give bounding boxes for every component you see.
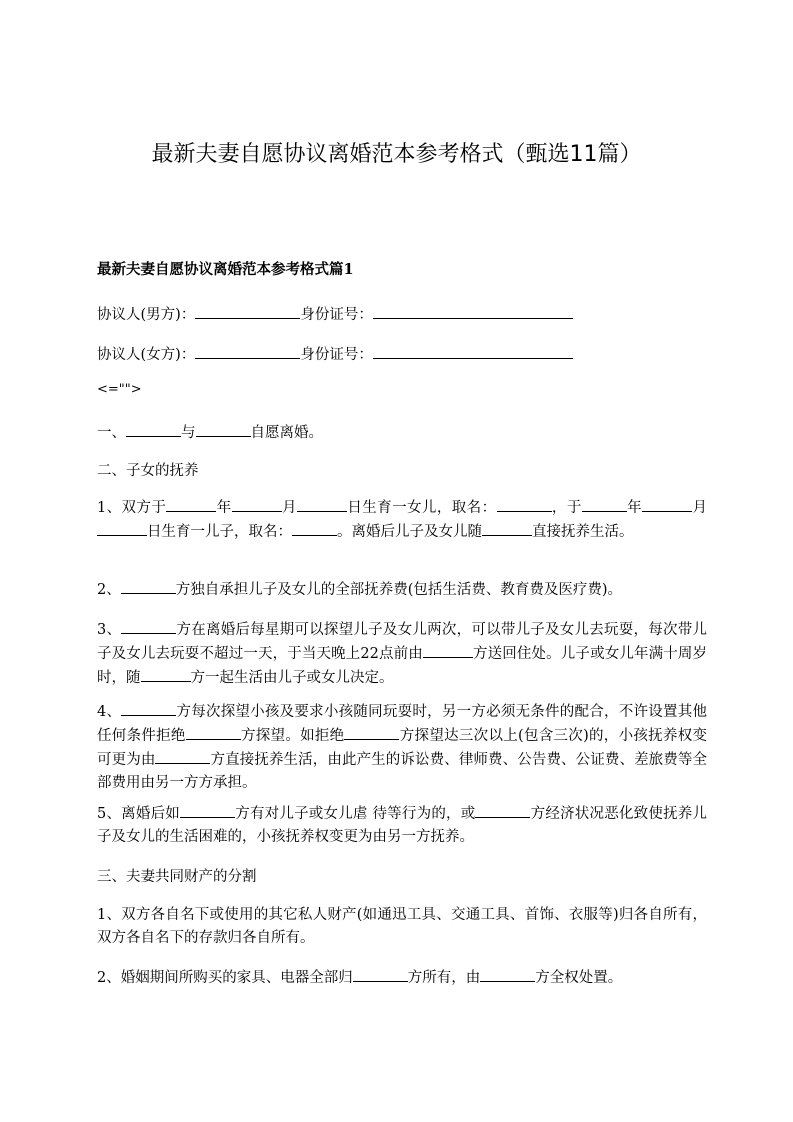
blank bbox=[186, 724, 241, 740]
text: 1、双方于 bbox=[97, 500, 167, 516]
text: 与 bbox=[181, 425, 196, 441]
clause-2-1 bbox=[97, 496, 707, 544]
clause-1 bbox=[97, 421, 707, 445]
blank bbox=[232, 496, 282, 512]
party-male-line bbox=[97, 303, 707, 327]
heading-child-support: 二、子女的抚养 bbox=[97, 463, 199, 479]
blank bbox=[121, 618, 176, 634]
text: 3、 bbox=[97, 622, 122, 638]
text: 日生育一女儿，取名： bbox=[346, 500, 497, 516]
clause-2-4 bbox=[97, 700, 707, 795]
text: 。离婚后儿子及女儿随 bbox=[337, 524, 482, 540]
text: 方独自承担儿子及女儿的全部抚养费(包括生活费、教育费及医疗费)。 bbox=[175, 582, 623, 598]
text: 2、 bbox=[97, 582, 121, 598]
text: 方全权处置。 bbox=[535, 970, 623, 986]
blank bbox=[480, 966, 535, 982]
name-blank bbox=[195, 303, 300, 319]
id-blank bbox=[373, 343, 573, 359]
heading-property: 三、夫妻共同财产的分割 bbox=[97, 869, 257, 885]
text: 自愿离婚。 bbox=[250, 425, 323, 441]
text: 方在离婚后每星期可以探望儿子及女儿两次，可以带儿子及女儿去玩耍，每次带儿子及女儿去玩耍不超过一天，于当天晚上22点前由 bbox=[97, 622, 707, 662]
text: 4、 bbox=[97, 704, 122, 720]
text: 方送回住处。儿子或女儿年满十周岁时，随 bbox=[97, 646, 707, 686]
text: 方探望达三次以上(包含三次)的，小孩抚养权变可更为由 bbox=[97, 728, 708, 768]
text: 5、离婚后如 bbox=[97, 806, 181, 822]
text: 方探望。如拒绝 bbox=[240, 728, 345, 744]
blank bbox=[141, 666, 191, 682]
blank bbox=[196, 421, 251, 437]
text: 年 bbox=[216, 500, 232, 516]
blank bbox=[155, 748, 210, 764]
text: 方直接抚养生活，由此产生的诉讼费、律师费、公告费、公证费、差旅费等全部费用由另一方方承担。 bbox=[97, 752, 707, 791]
text: 直接抚养生活。 bbox=[532, 524, 634, 540]
blank bbox=[582, 496, 627, 512]
party-female-label: 协议人(女方)： bbox=[97, 347, 196, 363]
blank bbox=[344, 724, 399, 740]
blank bbox=[97, 520, 147, 536]
blank bbox=[475, 802, 530, 818]
blank bbox=[423, 642, 473, 658]
text: 月 bbox=[692, 500, 708, 516]
clause-2-2 bbox=[97, 578, 707, 602]
id-label: 身份证号： bbox=[300, 347, 373, 363]
party-female-line bbox=[97, 343, 707, 367]
id-label: 身份证号： bbox=[300, 307, 373, 323]
id-blank bbox=[373, 303, 573, 319]
blank bbox=[353, 966, 408, 982]
name-blank bbox=[195, 343, 300, 359]
blank bbox=[482, 520, 532, 536]
text: 2、婚姻期间所购买的家具、电器全部归 bbox=[97, 970, 353, 986]
blank bbox=[297, 496, 347, 512]
blank bbox=[497, 496, 552, 512]
blank bbox=[292, 520, 337, 536]
clause-3-2 bbox=[97, 966, 707, 990]
text: 方经济状况恶化致使抚养儿子及女儿的生活困难的，小孩抚养权变更为由另一方抚养。 bbox=[97, 806, 708, 845]
blank bbox=[126, 421, 181, 437]
clause-3-1: 1、双方各自名下或使用的其它私人财产(如通迅工具、交通工具、首饰、衣服等)归各自所有，双方各自名下的存款归各自所有。 bbox=[97, 907, 707, 946]
section-title: 最新夫妻自愿协议离婚范本参考格式篇1 bbox=[97, 261, 354, 278]
text: 方一起生活由儿子或女儿决定。 bbox=[190, 670, 394, 686]
text: 月 bbox=[281, 500, 297, 516]
page-title: 最新夫妻自愿协议离婚范本参考格式（甄选11篇） bbox=[151, 142, 642, 167]
blank bbox=[166, 496, 216, 512]
text: 一、 bbox=[97, 425, 126, 441]
text: 年 bbox=[626, 500, 643, 516]
party-male-label: 协议人(男方)： bbox=[97, 307, 196, 323]
blank bbox=[121, 700, 176, 716]
clause-2-5 bbox=[97, 802, 707, 849]
text: 方所有，由 bbox=[407, 970, 481, 986]
clause-2-3 bbox=[97, 618, 707, 690]
text: ，于 bbox=[551, 500, 582, 516]
text: 方有对儿子或女儿虐 待等行为的，或 bbox=[235, 806, 476, 822]
stray-markup: <=""> bbox=[97, 382, 142, 397]
blank bbox=[121, 578, 176, 594]
text: 日生育一儿子，取名： bbox=[147, 524, 292, 540]
blank bbox=[642, 496, 692, 512]
text: 方每次探望小孩及要求小孩随同玩耍时，另一方必须无条件的配合，不许设置其他任何条件拒绝 bbox=[97, 704, 707, 744]
blank bbox=[180, 802, 235, 818]
